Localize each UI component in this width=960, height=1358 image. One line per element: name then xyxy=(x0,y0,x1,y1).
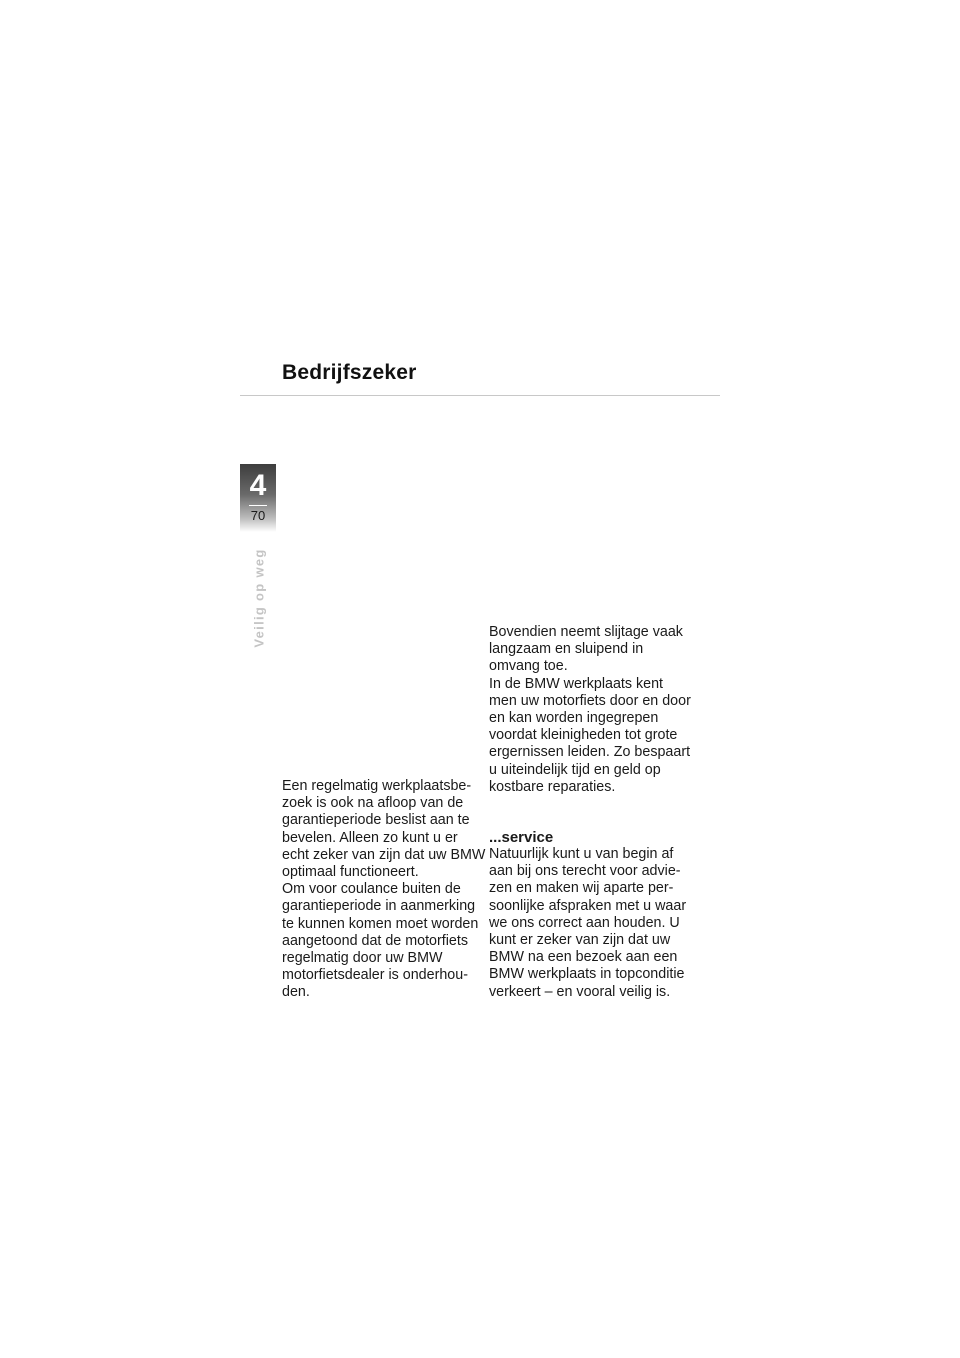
title-divider xyxy=(240,395,720,396)
chapter-divider xyxy=(249,505,267,506)
chapter-tab xyxy=(240,464,276,532)
paragraph: In de BMW werkplaats kent men uw motorfiets door en door en kan worden ingegrepen voordat kleinigheden tot grote ergernissen leiden. Zo bespaart u uiteindelijk tijd en geld op kostbare reparaties. xyxy=(489,675,691,795)
left-column xyxy=(282,778,494,1002)
paragraph: Een regelmatig werkplaatsbe- zoek is ook na afloop van de garantieperiode beslist aan te bevelen. Alleen zo kunt u er echt zeker van zijn dat uw BMW optimaal functioneert. xyxy=(282,778,486,881)
chapter-number: 4 xyxy=(249,469,267,502)
page-number: 70 xyxy=(250,508,266,523)
paragraph: Om voor coulance buiten de garantieperiode in aanmerking te kunnen komen moet worden aangetoond dat de motorfiets regelmatig door uw BMW motorfietsdealer is onderhou- den. xyxy=(282,881,479,1001)
service-section xyxy=(489,829,701,1001)
paragraph: Natuurlijk kunt u van begin af aan bij ons terecht voor advie- zen en maken wij aparte per- soonlijke afspraken met u waar we ons correct aan houden. U kunt er zeker van zijn dat uw BMW na een bezoek aan een BMW werkplaats in topconditie verkeert – en vooral veilig is. xyxy=(489,846,687,1000)
section-heading: ...service xyxy=(489,829,554,846)
right-column-top xyxy=(489,624,701,796)
page-title: Bedrijfszeker xyxy=(282,361,417,384)
paragraph: Bovendien neemt slijtage vaak langzaam en sluipend in omvang toe. xyxy=(489,624,683,675)
section-label: Veilig op weg xyxy=(251,548,267,648)
